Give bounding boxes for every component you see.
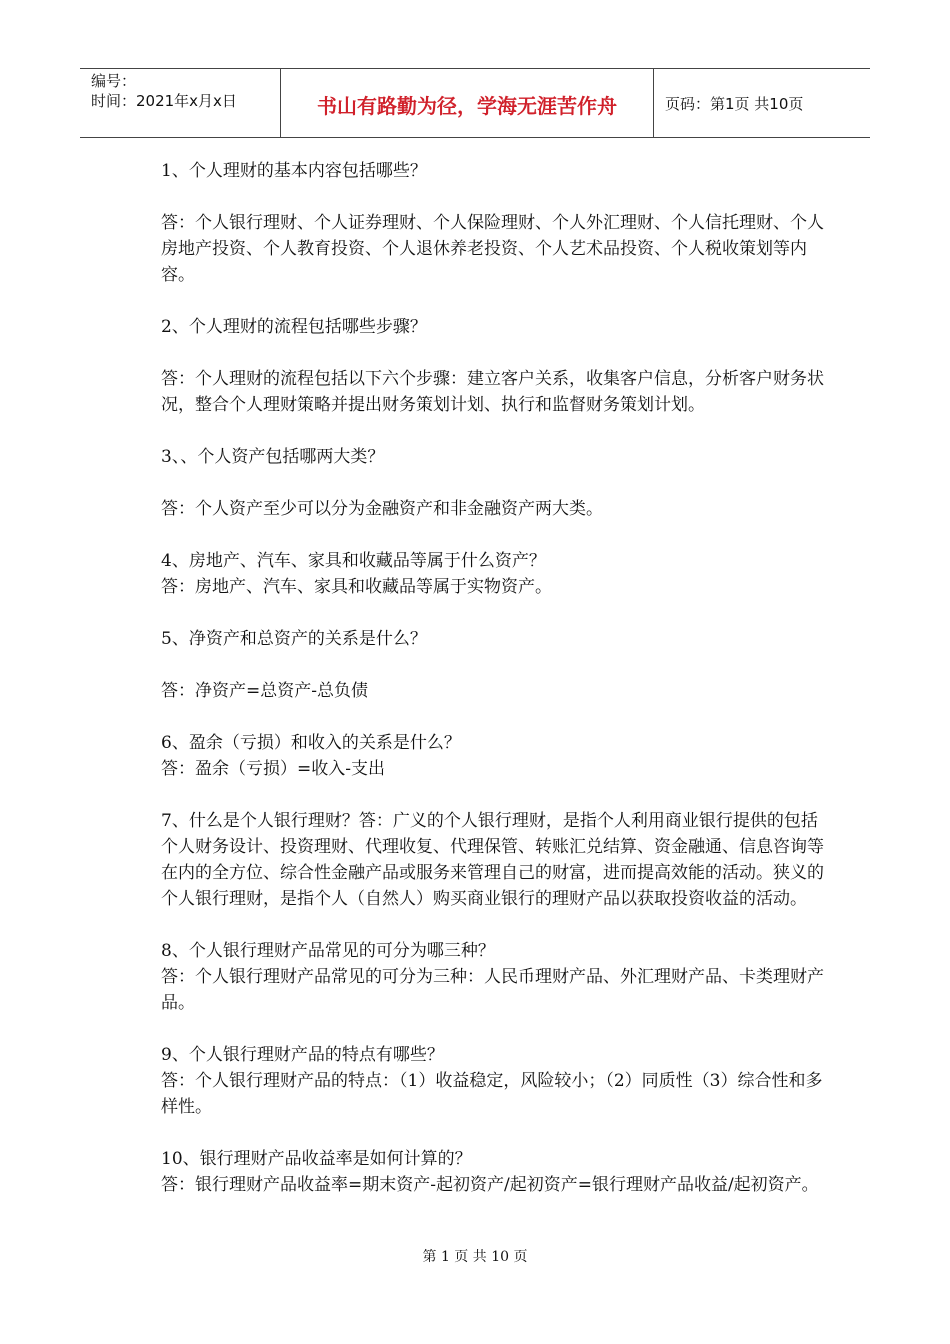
qa-item (161, 938, 833, 1016)
qa-content (161, 158, 833, 1224)
page-footer: 第 1 页 共 10 页 (422, 1249, 528, 1265)
qa-item (161, 1042, 833, 1120)
answer-text: 答：净资产=总资产-总负债 (161, 681, 368, 701)
answer-text: 答：个人银行理财、个人证券理财、个人保险理财、个人外汇理财、个人信托理财、个人房地产投资、个人教育投资、个人退休养老投资、个人艺术品投资、个人税收策划等内容。 (161, 213, 824, 285)
question-text: 4、房地产、汽车、家具和收藏品等属于什么资产？ (161, 551, 546, 571)
question-text: 6、盈余（亏损）和收入的关系是什么？ (161, 733, 461, 753)
page-header (80, 68, 870, 138)
answer-text: 答：个人银行理财产品常见的可分为三种：人民币理财产品、外汇理财产品、卡类理财产品。 (161, 967, 824, 1013)
qa-item (161, 1146, 833, 1198)
qa-item (161, 444, 833, 522)
question-text: 7、什么是个人银行理财？答：广义的个人银行理财，是指个人利用商业银行提供的包括个人财务设计、投资理财、代理收复、代理保管、转账汇兑结算、资金融通、信息咨询等在内的全方位、综合性金融产品或服务来管理自己的财富，进而提高效能的活动。狭义的个人银行理财，是指个人（自然人）购买商业银行的理财产品以获取投资收益的活动。 (161, 811, 824, 909)
header-meta-cell (80, 69, 281, 137)
question-text: 8、个人银行理财产品常见的可分为哪三种？ (161, 941, 495, 961)
question-text: 1、个人理财的基本内容包括哪些？ (161, 161, 427, 181)
document-date-label: 时间：2021年x月x日 (91, 92, 237, 110)
header-page-info: 页码：第1页 共10页 (665, 94, 804, 113)
answer-text: 答：个人银行理财产品的特点：（1）收益稳定，风险较小；（2）同质性（3）综合性和多样性。 (161, 1071, 823, 1117)
answer-text: 答：个人资产至少可以分为金融资产和非金融资产两大类。 (161, 499, 603, 519)
question-text: 3、、个人资产包括哪两大类？ (161, 447, 385, 467)
answer-text: 答：房地产、汽车、家具和收藏品等属于实物资产。 (161, 577, 552, 597)
header-motto: 书山有路勤为径，学海无涯苦作舟 (281, 69, 654, 137)
question-text: 2、个人理财的流程包括哪些步骤？ (161, 317, 427, 337)
qa-item (161, 158, 833, 288)
answer-text: 答：个人理财的流程包括以下六个步骤：建立客户关系，收集客户信息，分析客户财务状况，整合个人理财策略并提出财务策划计划、执行和监督财务策划计划。 (161, 369, 824, 415)
answer-text: 答：银行理财产品收益率=期末资产-起初资产/起初资产=银行理财产品收益/起初资产。 (161, 1175, 819, 1195)
qa-item (161, 548, 833, 600)
qa-item (161, 808, 833, 912)
question-text: 5、净资产和总资产的关系是什么？ (161, 629, 427, 649)
question-text: 10、银行理财产品收益率是如何计算的？ (161, 1149, 472, 1169)
qa-item (161, 626, 833, 704)
qa-item (161, 314, 833, 418)
qa-item (161, 730, 833, 782)
answer-text: 答：盈余（亏损）=收入-支出 (161, 759, 385, 779)
document-number-label: 编号： (91, 72, 137, 90)
question-text: 9、个人银行理财产品的特点有哪些？ (161, 1045, 444, 1065)
